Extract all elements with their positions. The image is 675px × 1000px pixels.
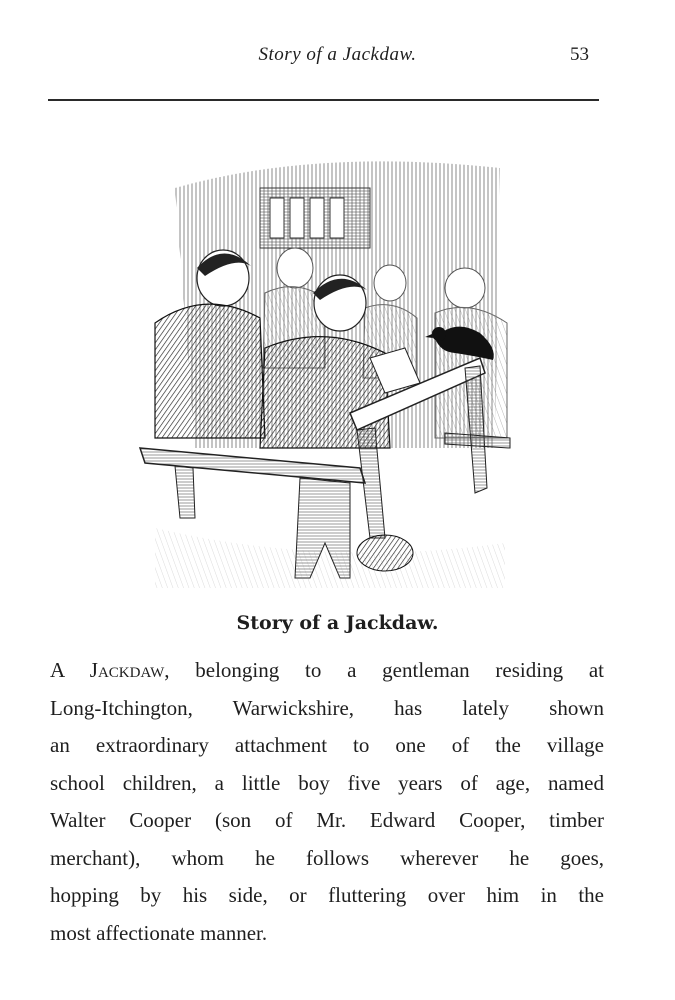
body-line (50, 652, 604, 690)
body-line: hopping by his side, or fluttering over him in the (50, 883, 604, 907)
running-title: Story of a Jackdaw. (258, 44, 417, 65)
body-line-text: , belonging to a gentleman residing at (164, 658, 604, 682)
dropword: A Jackdaw (50, 658, 165, 682)
body-line: school children, a little boy five years of age, named (50, 770, 604, 795)
body-line: an extraordinary attachment to one of the village (50, 733, 604, 757)
body-line: merchant), whom he follows wherever he goes, (50, 845, 604, 870)
running-head (0, 44, 675, 74)
page-number: 53 (570, 44, 589, 65)
body-line: Long-Itchington, Warwickshire, has lately shown (50, 695, 604, 720)
header-rule (48, 99, 599, 101)
illustration-engraving (135, 148, 515, 588)
section-heading: Story of a Jackdaw. (236, 612, 439, 634)
body-line: most affectionate manner. (50, 920, 268, 945)
body-line: Walter Cooper (son of Mr. Edward Cooper, timber (50, 808, 604, 832)
body-paragraph (50, 652, 604, 952)
